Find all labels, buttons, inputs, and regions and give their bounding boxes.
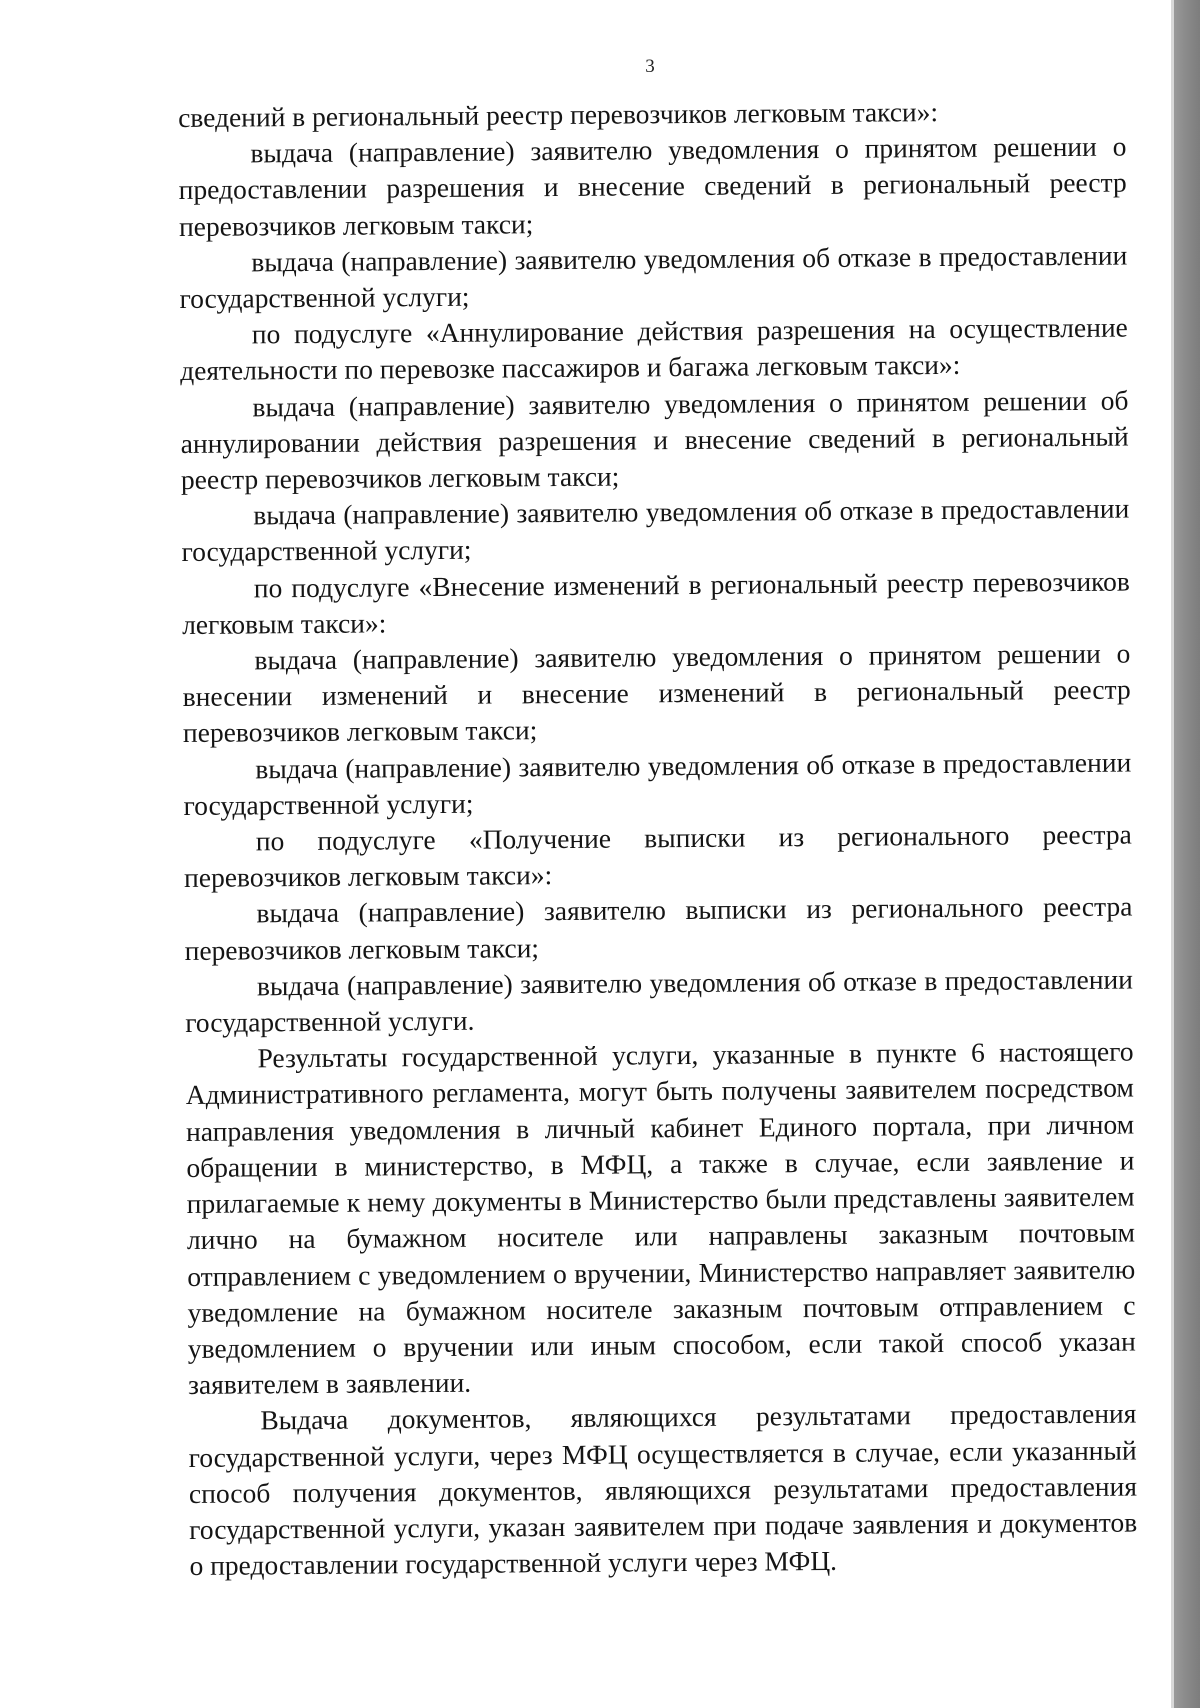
paragraph-refusal-notice-2: выдача (направление) заявителю уведомления об отказе в предоставлении государственной услуги; [181,492,1130,568]
paragraph-refusal-notice-4: выдача (направление) заявителю уведомления об отказе в предоставлении государственной услуги. [185,963,1134,1039]
paragraph-changes-notice: выдача (направление) заявителю уведомления о принятом решении о внесении изменений и внесение изменений в региональный реестр перевозчиков легковым такси; [182,637,1131,749]
paragraph-subservice-annulment: по подуслуге «Аннулирование действия разрешения на осуществление деятельности по перевозке пассажиров и багажа легковым такси»: [180,311,1128,387]
paragraph-subservice-changes: по подуслуге «Внесение изменений в региональный реестр перевозчиков легковым такси»: [181,565,1130,640]
paragraph-mfc-issuance: Выдача документов, являющихся результатами предоставления государственной услуги, через МФЦ осуществляется в случае, если указанный способ получения документов, являющихся результатами предоставления государственной услуги, указан заявителем при подаче заявления и документов о предоставлении государственной услуги через МФЦ. [188,1397,1138,1582]
scan-edge-border [1174,0,1200,1708]
paragraph-subservice-extract: по подуслуге «Получение выписки из регионального реестра перевозчиков легковым такси»: [183,818,1132,894]
paragraph-extract-issue: выдача (направление) заявителю выписки из регионального реестра перевозчиков легковым такси; [184,890,1133,966]
paragraph-annulment-notice: выдача (направление) заявителю уведомления о принятом решении об аннулировании действия разрешения и внесение сведений в региональный реестр перевозчиков легковым такси; [180,384,1129,496]
paragraph-issue-permit-notice: выдача (направление) заявителю уведомления о принятом решении о предоставлении разрешения и внесение сведений в региональный реестр перевозчиков легковым такси; [178,130,1127,242]
paragraph-results-delivery: Результаты государственной услуги, указанные в пункте 6 настоящего Административного регламента, могут быть получены заявителем посредством направления уведомления в личный кабинет Единого портала, при личном обращении в министерство, в МФЦ, а также в случае, если заявление и прилагаемые к нему документы в Министерство были представлены заявителем лично на бумажном носителе или направлены заказным почтовым отправлением с уведомлением о вручении, Министерство направляет заявителю уведомление на бумажном носителе заказным почтовым отправлением с уведомлением о вручении или иным способом, если такой способ указан заявителем в заявлении. [185,1035,1136,1401]
paragraph-refusal-notice-1: выдача (направление) заявителю уведомления об отказе в предоставлении государственной услуги; [179,239,1128,315]
paragraph-refusal-notice-3: выдача (направление) заявителю уведомления об отказе в предоставлении государственной услуги; [183,746,1132,821]
document-body [178,93,1138,1585]
paragraph-continuation: сведений в региональный реестр перевозчиков легковым такси»: [178,96,939,133]
page-number: 3 [645,56,655,77]
